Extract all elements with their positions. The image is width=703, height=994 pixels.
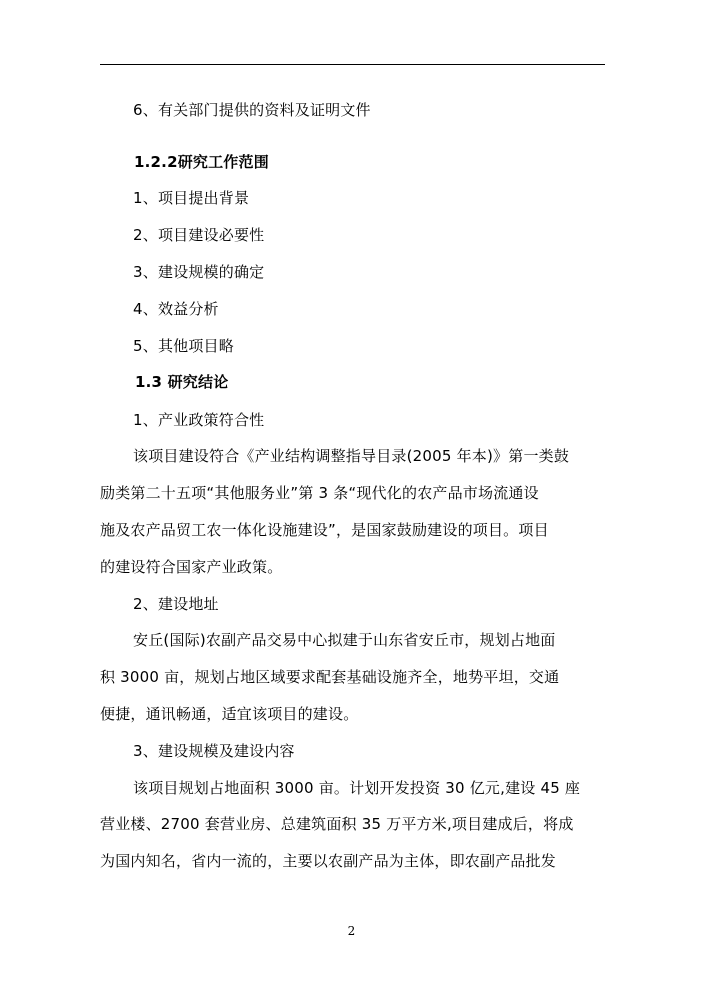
page-number: 2 [347,924,356,938]
paragraph-line: 为国内知名，省内一流的，主要以农副产品为主体，即农副产品批发 [100,852,557,870]
paragraph-line: 励类第二十五项“其他服务业”第 3 条“现代化的农产品市场流通设 [100,484,539,502]
list-item: 1、产业政策符合性 [133,411,265,429]
paragraph-line: 施及农产品贸工农一体化设施建设”，是国家鼓励建设的项目。项目 [100,521,549,539]
paragraph-line: 安丘(国际)农副产品交易中心拟建于山东省安丘市，规划占地面 [133,631,556,649]
list-item: 2、项目建设必要性 [133,226,265,244]
paragraph-line: 的建设符合国家产业政策。 [100,558,283,576]
header-rule [100,64,605,65]
paragraph-line: 积 3000 亩，规划占地区域要求配套基础设施齐全，地势平坦，交通 [100,668,560,686]
section-heading: 1.3 研究结论 [135,373,229,391]
section-heading: 1.2.2研究工作范围 [134,153,269,171]
paragraph-line: 该项目规划占地面积 3000 亩。计划开发投资 30 亿元,建设 45 座 [133,779,581,797]
paragraph-line: 便捷，通讯畅通，适宜该项目的建设。 [100,705,359,723]
list-item: 2、建设地址 [133,595,219,613]
list-item: 3、建设规模及建设内容 [133,742,295,760]
paragraph-line: 营业楼、2700 套营业房、总建筑面积 35 万平方米,项目建成后，将成 [100,815,574,833]
paragraph-line: 该项目建设符合《产业结构调整指导目录(2005 年本)》第一类鼓 [133,447,570,465]
list-item: 1、项目提出背景 [133,189,250,207]
text-line: 6、有关部门提供的资料及证明文件 [133,101,371,119]
list-item: 5、其他项目略 [133,337,234,355]
list-item: 4、效益分析 [133,300,219,318]
list-item: 3、建设规模的确定 [133,263,265,281]
